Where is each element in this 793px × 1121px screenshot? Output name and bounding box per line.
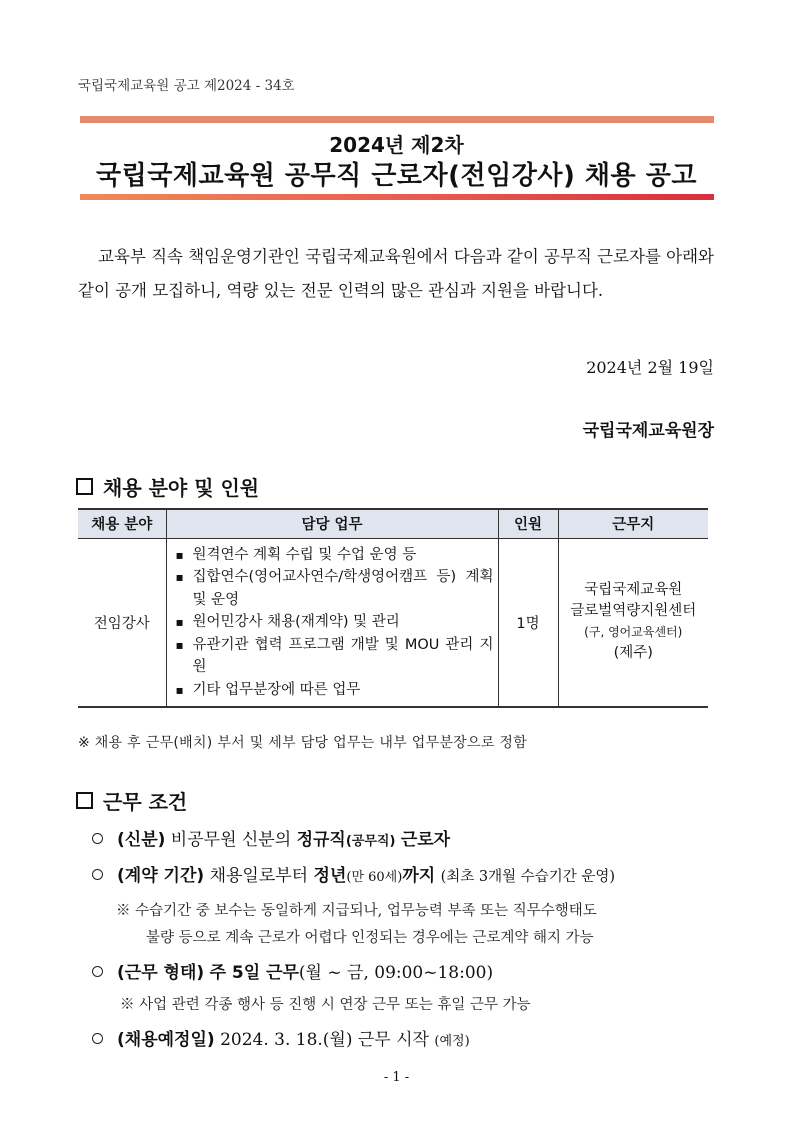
condition-emphasis: 정규직 <box>296 830 346 850</box>
condition-status <box>92 825 450 850</box>
probation-note-cont: 불량 등으로 계속 근로가 어렵다 인정되는 경우에는 근로계약 해지 가능 <box>146 930 594 946</box>
duty-item: ▪ 원격연수 계획 수립 및 수업 운영 등 <box>175 544 494 567</box>
condition-label: (신분) <box>117 830 166 850</box>
title-bottom-bar <box>80 194 714 200</box>
condition-emphasis: 정년 <box>313 866 347 886</box>
circle-bullet-icon <box>92 1033 103 1044</box>
table-row <box>78 538 708 707</box>
condition-note: (최초 3개월 수습기간 운영) <box>440 869 616 885</box>
circle-bullet-icon <box>92 966 103 977</box>
condition-text: 비공무원 신분의 <box>170 830 292 850</box>
recruitment-table <box>78 508 708 708</box>
duty-list <box>175 544 494 702</box>
page-number: - 1 - <box>383 1070 410 1085</box>
checkbox-square-icon <box>76 478 93 495</box>
condition-label: (계약 기간) <box>117 866 205 886</box>
header-place: 근무지 <box>558 509 708 538</box>
condition-emphasis: 주 5일 근무 <box>209 963 299 983</box>
intro-paragraph: 교육부 직속 책임운영기관인 국립국제교육원에서 다음과 같이 공무직 근로자를 아래와 같이 공개 모집하니, 역량 있는 전문 인력의 많은 관심과 지원을 바랍니다. <box>78 247 714 300</box>
circle-bullet-icon <box>92 833 103 844</box>
checkbox-square-icon <box>76 792 93 809</box>
section-heading-conditions <box>76 786 187 815</box>
table-header-row <box>78 509 708 538</box>
cell-count: 1명 <box>498 538 558 707</box>
probation-note: ※ 수습기간 중 보수는 동일하게 지급되나, 업무능력 부족 또는 직무수행태도 <box>116 903 597 919</box>
condition-small: (예정) <box>434 1034 470 1049</box>
place-line-region: (제주) <box>613 645 653 662</box>
condition-emphasis: 근로자 <box>400 830 451 850</box>
condition-emphasis: 까지 <box>402 866 436 886</box>
place-line-former: (구, 영어교육센터) <box>584 625 683 640</box>
header-field: 채용 분야 <box>78 509 166 538</box>
duty-item: ▪ 기타 업무분장에 따른 업무 <box>175 679 494 702</box>
notice-date: 2024년 2월 19일 <box>586 358 714 377</box>
condition-text: (월 ~ 금, 09:00~18:00) <box>298 963 494 983</box>
work-type-note: ※ 사업 관련 각종 행사 등 진행 시 연장 근무 또는 휴일 근무 가능 <box>120 997 531 1013</box>
cell-field: 전임강사 <box>78 538 166 707</box>
circle-bullet-icon <box>92 869 103 880</box>
condition-label: (채용예정일) <box>117 1030 215 1050</box>
section-title: 근무 조건 <box>103 790 188 814</box>
section-title: 채용 분야 및 인원 <box>103 476 260 500</box>
header-duty: 담당 업무 <box>166 509 498 538</box>
place-line: 글로벌역량지원센터 <box>570 603 697 620</box>
condition-start-date <box>92 1025 470 1050</box>
duty-item: ▪ 원어민강사 채용(재계약) 및 관리 <box>175 611 494 634</box>
place-line: 국립국제교육원 <box>584 582 683 599</box>
condition-text: 채용일로부터 <box>209 866 309 886</box>
duty-item: ▪ 유관기관 협력 프로그램 개발 및 MOU 관리 지원 <box>175 634 494 679</box>
condition-label: (근무 형태) <box>117 963 205 983</box>
header-count: 인원 <box>498 509 558 538</box>
table-note: ※ 채용 후 근무(배치) 부서 및 세부 담당 업무는 내부 업무분장으로 정함 <box>78 735 528 751</box>
condition-text: 2024. 3. 18.(월) 근무 시작 <box>220 1030 429 1050</box>
cell-place <box>558 538 708 707</box>
cell-duties <box>166 538 498 707</box>
condition-small: (만 60세) <box>346 870 403 885</box>
title-top-bar <box>80 116 714 123</box>
condition-contract <box>92 861 615 886</box>
signer: 국립국제교육원장 <box>582 421 714 441</box>
notice-number: 국립국제교육원 공고 제2024 - 34호 <box>78 78 295 94</box>
duty-item: ▪ 집합연수(영어교사연수/학생영어캠프 등) 계획 및 운영 <box>175 566 494 611</box>
condition-small: (공무직) <box>345 834 396 849</box>
condition-work-type <box>92 958 493 983</box>
page-title: 국립국제교육원 공무직 근로자(전임강사) 채용 공고 <box>96 161 697 191</box>
title-year: 2024년 제2차 <box>329 133 464 157</box>
section-heading-recruitment <box>76 472 259 501</box>
